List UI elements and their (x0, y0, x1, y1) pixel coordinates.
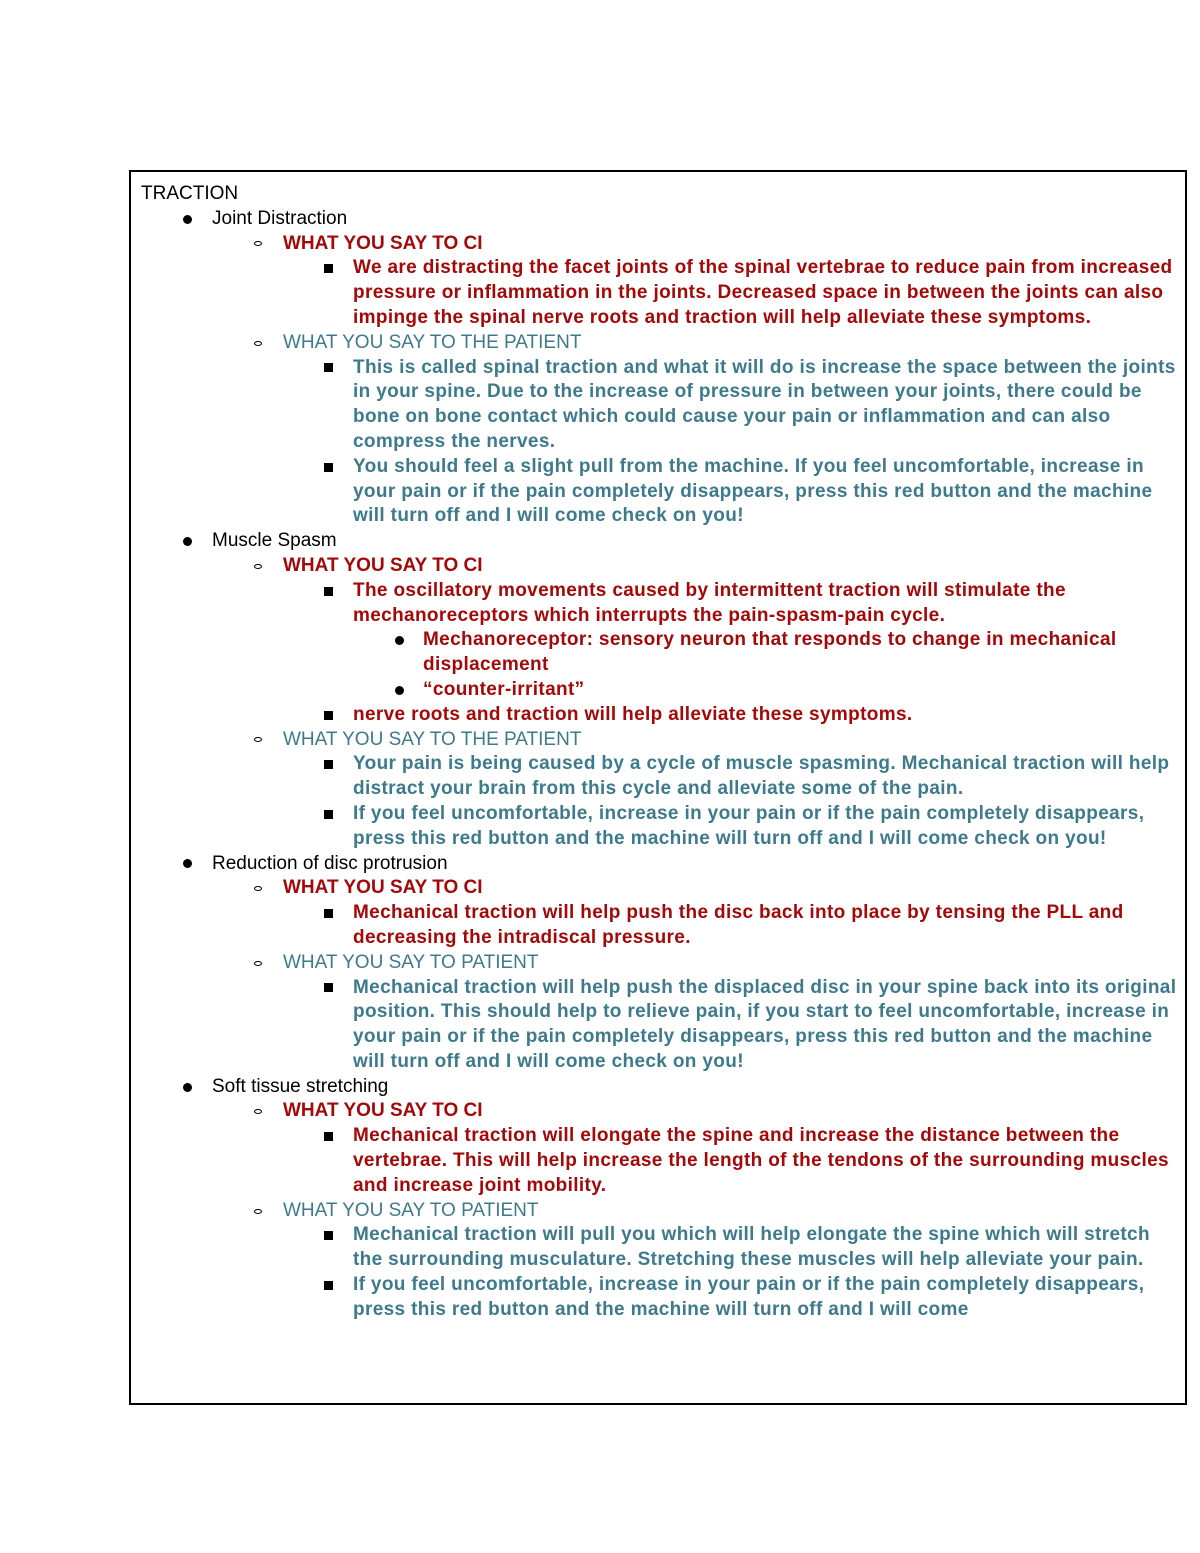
document-frame (129, 170, 1187, 1405)
square-bullet-icon (321, 455, 335, 480)
square-bullet-icon (321, 1124, 335, 1149)
section-heading-joint-distraction: Joint Distraction (141, 207, 1177, 232)
list-item: This is called spinal traction and what it will do is increase the space between the joints in your spine. Due to the increase of pressure in between your joints, there could be bone on bone contact which could cause your pain or inflammation and can also compress the nerves. (141, 356, 1177, 455)
ring-bullet-icon (251, 1099, 265, 1124)
ring-bullet-icon (251, 232, 265, 257)
list-item: The oscillatory movements caused by intermittent traction will stimulate the mechanoreceptors which interrupts the pain-spasm-pain cycle. (141, 579, 1177, 629)
list-item: Mechanical traction will help push the disc back into place by tensing the PLL and decreasing the intradiscal pressure. (141, 901, 1177, 951)
ring-bullet-icon (251, 1199, 265, 1224)
square-bullet-icon (321, 703, 335, 728)
list-item: Mechanical traction will pull you which will help elongate the spine which will stretch the surrounding musculature. Stretching these muscles will help alleviate your pain. (141, 1223, 1177, 1273)
section-heading-disc-protrusion: Reduction of disc protrusion (141, 852, 1177, 877)
section-heading-soft-tissue: Soft tissue stretching (141, 1075, 1177, 1100)
sub-list-item: Mechanoreceptor: sensory neuron that responds to change in mechanical displacement (141, 628, 1177, 678)
bullet-dot-icon (180, 852, 194, 877)
ci-label: WHAT YOU SAY TO CI (141, 1099, 1177, 1124)
ci-label: WHAT YOU SAY TO CI (141, 876, 1177, 901)
ci-label: WHAT YOU SAY TO CI (141, 554, 1177, 579)
square-bullet-icon (321, 256, 335, 281)
bullet-dot-icon (180, 529, 194, 554)
ci-label: WHAT YOU SAY TO CI (141, 232, 1177, 257)
list-item: nerve roots and traction will help alleviate these symptoms. (141, 703, 1177, 728)
bullet-dot-icon (392, 678, 406, 703)
list-item: Mechanical traction will elongate the spine and increase the distance between the vertebrae. This will help increase the length of the tendons of the surrounding muscles and increase joint mobility. (141, 1124, 1177, 1198)
document-title: TRACTION (141, 183, 239, 204)
list-item: If you feel uncomfortable, increase in your pain or if the pain completely disappears, press this red button and the machine will turn off and I will come check on you! (141, 802, 1177, 852)
bullet-dot-icon (180, 1075, 194, 1100)
square-bullet-icon (321, 901, 335, 926)
bullet-dot-icon (392, 628, 406, 653)
list-item: Mechanical traction will help push the displaced disc in your spine back into its original position. This should help to relieve pain, if you start to feel uncomfortable, increase in your pain or if the pain completely disappears, press this red button and the machine will turn off and I will come check on you! (141, 976, 1177, 1075)
patient-label: WHAT YOU SAY TO THE PATIENT (141, 728, 1177, 753)
list-item: Your pain is being caused by a cycle of muscle spasming. Mechanical traction will help distract your brain from this cycle and alleviate some of the pain. (141, 752, 1177, 802)
list-item: You should feel a slight pull from the machine. If you feel uncomfortable, increase in your pain or if the pain completely disappears, press this red button and the machine will turn off and I will come check on you! (141, 455, 1177, 529)
square-bullet-icon (321, 976, 335, 1001)
patient-label: WHAT YOU SAY TO THE PATIENT (141, 331, 1177, 356)
ring-bullet-icon (251, 876, 265, 901)
ring-bullet-icon (251, 728, 265, 753)
ring-bullet-icon (251, 951, 265, 976)
outline (141, 182, 1177, 1323)
square-bullet-icon (321, 1273, 335, 1298)
square-bullet-icon (321, 356, 335, 381)
square-bullet-icon (321, 579, 335, 604)
square-bullet-icon (321, 802, 335, 827)
square-bullet-icon (321, 752, 335, 777)
section-heading-muscle-spasm: Muscle Spasm (141, 529, 1177, 554)
square-bullet-icon (321, 1223, 335, 1248)
ring-bullet-icon (251, 554, 265, 579)
list-item: We are distracting the facet joints of the spinal vertebrae to reduce pain from increased pressure or inflammation in the joints. Decreased space in between the joints can also impinge the spinal nerve roots and traction will help alleviate these symptoms. (141, 256, 1177, 330)
ring-bullet-icon (251, 331, 265, 356)
list-item: If you feel uncomfortable, increase in your pain or if the pain completely disappears, press this red button and the machine will turn off and I will come (141, 1273, 1177, 1323)
bullet-dot-icon (180, 207, 194, 232)
patient-label: WHAT YOU SAY TO PATIENT (141, 951, 1177, 976)
sub-list-item: “counter-irritant” (141, 678, 1177, 703)
patient-label: WHAT YOU SAY TO PATIENT (141, 1199, 1177, 1224)
